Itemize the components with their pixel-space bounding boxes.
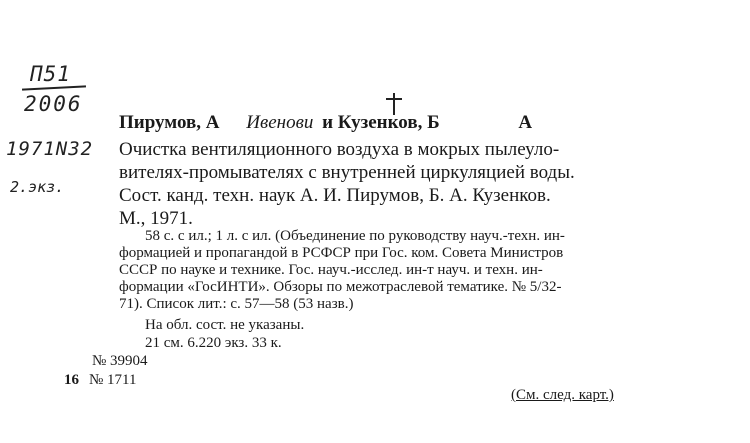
description-line-5: 71). Список лит.: с. 57—58 (53 назв.) [119,296,354,312]
registry-number-1: № 39904 [92,353,148,369]
handwritten-code: 1971N32 [6,138,94,160]
description-line-4: формации «ГосИНТИ». Обзоры по межотраслевой тематике. № 5/32- [119,279,562,295]
handwritten-correction: Ивенови [246,112,314,133]
handwritten-year: 2006 [24,92,83,116]
title-line-1: Очистка вентиляционного воздуха в мокрых пылеуло- [119,139,560,160]
registry-number-2-value: № 1711 [89,372,137,388]
registry-prefix: 16 [64,372,79,388]
author-1: Пирумов, А [119,112,220,133]
author-2: и Кузенков, Б [322,112,440,133]
shelf-mark-underline [22,85,86,90]
description-line-1: 58 с. с ил.; 1 л. с ил. (Объединение по руководству науч.-техн. ин- [145,228,565,244]
note-authors: На обл. сост. не указаны. [145,317,305,333]
title-line-3: Сост. канд. техн. наук А. И. Пирумов, Б. А. Кузенков. [119,185,551,206]
handwritten-shelf-mark: П51 [30,62,71,86]
authors-heading [119,112,532,134]
registry-number-2 [64,372,137,389]
handwritten-copies: 2.экз. [10,178,65,196]
title-line-2: вителях-промывателях с внутренней циркуляцией воды. [119,162,575,183]
description-line-2: формацией и пропагандой в РСФСР при Гос. ком. Совета Министров [119,245,564,261]
description-line-3: СССР по науке и технике. Гос. науч.-исслед. ин-т науч. и техн. ин- [119,262,543,278]
continuation-note: (См. след. карт.) [511,387,614,403]
note-size-print-run: 21 см. 6.220 экз. 33 к. [145,335,282,351]
author-2-initial: А [518,112,533,133]
title-line-4: М., 1971. [119,208,193,229]
